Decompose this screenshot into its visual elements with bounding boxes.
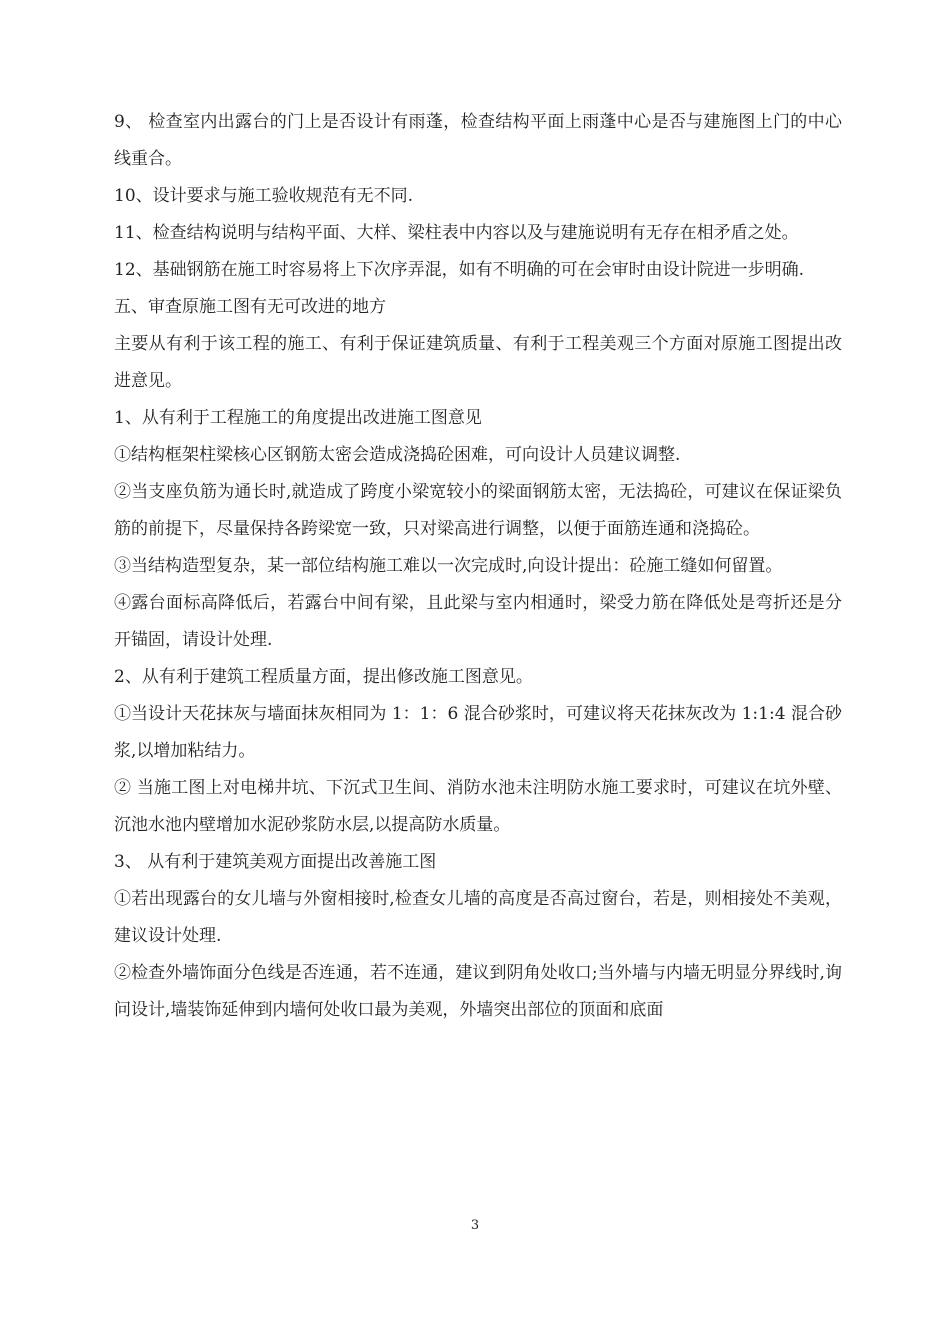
paragraph-item-12: 12、基础钢筋在施工时容易将上下次序弄混，如有不明确的可在会审时由设计院进一步明确.: [114, 260, 805, 280]
subsection-1-point-3: ③当结构造型复杂，某一部位结构施工难以一次完成时,向设计提出：砼施工缝如何留置。: [114, 556, 783, 576]
document-body: [114, 104, 842, 1029]
paragraph-item-10: 10、设计要求与施工验收规范有无不同.: [114, 186, 414, 206]
subsection-2-point-1: ①当设计天花抹灰与墙面抹灰相同为 1：1：6 混合砂浆时，可建议将天花抹灰改为 1:1:4 混合砂浆,以增加粘结力。: [114, 704, 842, 761]
subsection-heading-1: 1、从有利于工程施工的角度提出改进施工图意见: [114, 408, 482, 428]
subsection-3-point-1: ①若出现露台的女儿墙与外窗相接时,检查女儿墙的高度是否高过窗台，若是，则相接处不美观，建议设计处理.: [114, 889, 842, 946]
subsection-3-point-2: ②检查外墙饰面分色线是否连通，若不连通，建议到阴角处收口;当外墙与内墙无明显分界线时,询问设计,墙装饰延伸到内墙何处收口最为美观，外墙突出部位的顶面和底面: [114, 963, 842, 1020]
subsection-2-point-2: ② 当施工图上对电梯井坑、下沉式卫生间、消防水池未注明防水施工要求时，可建议在坑外壁、沉池水池内壁增加水泥砂浆防水层,以提高防水质量。: [114, 778, 842, 835]
paragraph-item-9: 9、 检查室内出露台的门上是否设计有雨蓬，检查结构平面上雨蓬中心是否与建施图上门的中心线重合。: [114, 112, 842, 169]
subsection-heading-3: 3、 从有利于建筑美观方面提出改善施工图: [114, 852, 437, 872]
page-number: 3: [470, 1218, 480, 1233]
section-intro-paragraph: 主要从有利于该工程的施工、有利于保证建筑质量、有利于工程美观三个方面对原施工图提出改进意见。: [114, 334, 842, 391]
section-heading-five: 五、审查原施工图有无可改进的地方: [114, 297, 386, 317]
subsection-1-point-4: ④露台面标高降低后，若露台中间有梁，且此梁与室内相通时，梁受力筋在降低处是弯折还是分开锚固，请设计处理.: [114, 593, 842, 650]
subsection-1-point-2: ②当支座负筋为通长时,就造成了跨度小梁宽较小的梁面钢筋太密，无法捣砼，可建议在保证梁负筋的前提下，尽量保持各跨梁宽一致，只对梁高进行调整，以便于面筋连通和浇捣砼。: [114, 482, 842, 539]
subsection-1-point-1: ①结构框架柱梁核心区钢筋太密会造成浇捣砼困难，可向设计人员建议调整.: [114, 445, 681, 465]
paragraph-item-11: 11、检查结构说明与结构平面、大样、梁柱表中内容以及与建施说明有无存在相矛盾之处。: [114, 223, 799, 243]
subsection-heading-2: 2、从有利于建筑工程质量方面，提出修改施工图意见。: [114, 667, 533, 687]
